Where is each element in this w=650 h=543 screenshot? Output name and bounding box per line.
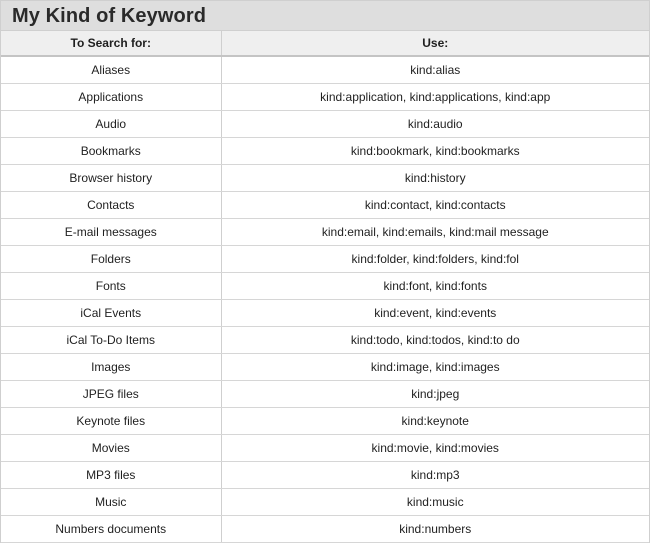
column-header-search: To Search for:	[1, 31, 221, 56]
table-row	[1, 300, 649, 327]
table-row	[1, 381, 649, 408]
use-cell: kind:contact, kind:contacts	[221, 192, 649, 219]
search-cell: Browser history	[1, 165, 221, 192]
table-row	[1, 273, 649, 300]
table-row	[1, 246, 649, 273]
use-cell: kind:jpeg	[221, 381, 649, 408]
use-cell: kind:font, kind:fonts	[221, 273, 649, 300]
search-cell: E-mail messages	[1, 219, 221, 246]
search-cell: Music	[1, 489, 221, 516]
search-cell: Folders	[1, 246, 221, 273]
search-cell: Aliases	[1, 56, 221, 84]
use-cell: kind:music	[221, 489, 649, 516]
search-cell: iCal To-Do Items	[1, 327, 221, 354]
search-cell: Movies	[1, 435, 221, 462]
column-header-use: Use:	[221, 31, 649, 56]
table-row	[1, 138, 649, 165]
table-row	[1, 327, 649, 354]
table-title: My Kind of Keyword	[12, 5, 207, 27]
use-cell: kind:history	[221, 165, 649, 192]
use-cell: kind:audio	[221, 111, 649, 138]
title-bar	[1, 0, 649, 31]
use-cell: kind:alias	[221, 56, 649, 84]
search-cell: iCal Events	[1, 300, 221, 327]
search-cell: Numbers documents	[1, 516, 221, 543]
use-cell: kind:event, kind:events	[221, 300, 649, 327]
search-cell: Keynote files	[1, 408, 221, 435]
table-row	[1, 165, 649, 192]
use-cell: kind:application, kind:applications, kind:app	[221, 84, 649, 111]
header-row	[1, 31, 649, 56]
use-cell: kind:mp3	[221, 462, 649, 489]
use-cell: kind:email, kind:emails, kind:mail message	[221, 219, 649, 246]
table-row	[1, 219, 649, 246]
search-cell: MP3 files	[1, 462, 221, 489]
use-cell: kind:movie, kind:movies	[221, 435, 649, 462]
table-row	[1, 354, 649, 381]
table-row	[1, 111, 649, 138]
search-cell: Images	[1, 354, 221, 381]
table-row	[1, 408, 649, 435]
table-row	[1, 84, 649, 111]
use-cell: kind:image, kind:images	[221, 354, 649, 381]
table-row	[1, 192, 649, 219]
search-cell: Applications	[1, 84, 221, 111]
table-row	[1, 462, 649, 489]
table-row	[1, 56, 649, 84]
search-cell: Fonts	[1, 273, 221, 300]
table-row	[1, 516, 649, 543]
keyword-table	[1, 31, 649, 543]
search-cell: Audio	[1, 111, 221, 138]
search-cell: Contacts	[1, 192, 221, 219]
use-cell: kind:todo, kind:todos, kind:to do	[221, 327, 649, 354]
use-cell: kind:bookmark, kind:bookmarks	[221, 138, 649, 165]
search-cell: JPEG files	[1, 381, 221, 408]
table-row	[1, 435, 649, 462]
use-cell: kind:keynote	[221, 408, 649, 435]
table-row	[1, 489, 649, 516]
use-cell: kind:folder, kind:folders, kind:fol	[221, 246, 649, 273]
search-cell: Bookmarks	[1, 138, 221, 165]
use-cell: kind:numbers	[221, 516, 649, 543]
